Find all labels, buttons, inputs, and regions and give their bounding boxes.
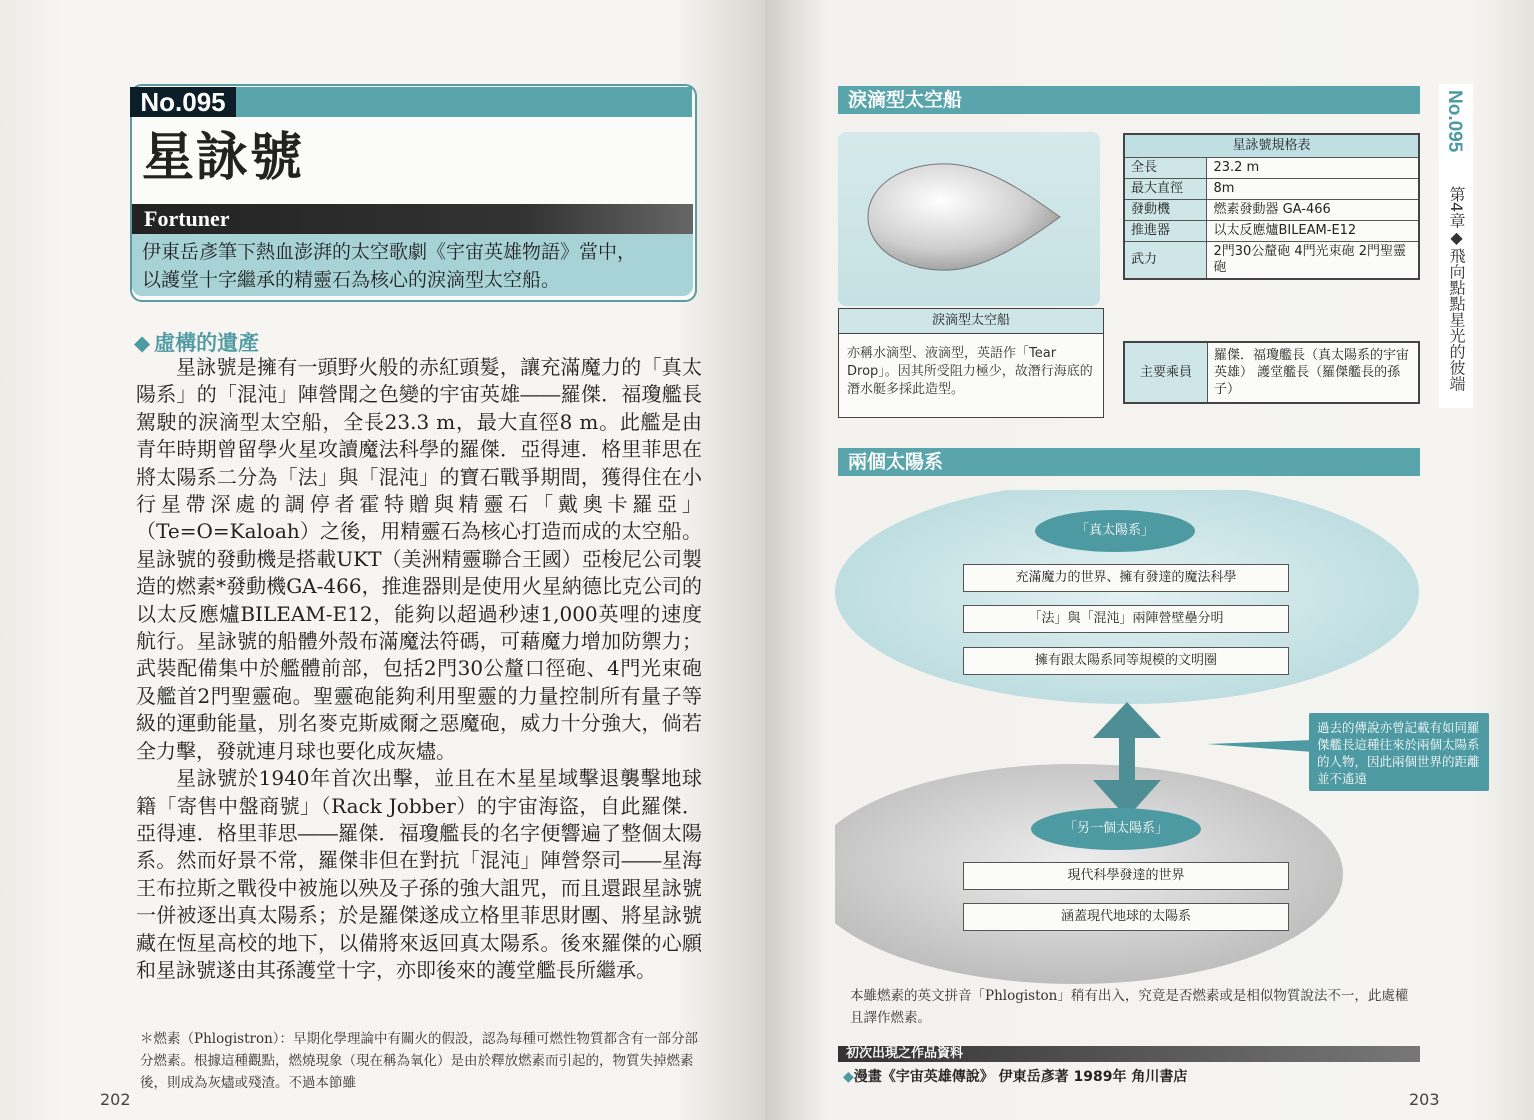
page-number: 203	[1409, 1090, 1440, 1109]
table-row	[1124, 158, 1419, 179]
spec-table	[1123, 133, 1420, 280]
body-paragraph: 星詠號是擁有一頭野火般的赤紅頭髮，讓充滿魔力的「真太陽系」的「混沌」陣營聞之色變的宇宙英雄――羅傑．福瓊艦長駕駛的淚滴型太空船，全長23.3 m，最大直徑8 m。此艦是由青年時期曾留學火星攻讀魔法科學的羅傑．亞得連．格里菲思在將太陽系二分為「法」與「混沌」的寶石戰爭期間，獲得住在小行星帶深處的調停者霍特贈與精靈石「戴奧卡羅亞」（Te=O=Kaloah）之後，用精靈石為核心打造而成的太空船。星詠號的發動機是搭載UKT（美洲精靈聯合王國）亞梭尼公司製造的燃素*發動機GA-466，推進器則是使用火星納德比克公司的以太反應爐BILEAM-E12，能夠以超過秒速1,000英哩的速度航行。星詠號的船體外殼布滿魔法符碼，可藉魔力增加防禦力；武裝配備集中於艦體前部，包括2門30公釐口徑砲、4門光束砲及艦首2門聖靈砲。聖靈砲能夠利用聖靈的力量控制所有量子等級的運動能量，別名麥克斯威爾之惡魔砲，威力十分強大，倘若全力擊，發就連月球也要化成灰燼。	[136, 355, 702, 763]
teardrop-ship-icon	[838, 132, 1100, 306]
source-line	[843, 1067, 1187, 1087]
page-number: 202	[100, 1090, 131, 1109]
table-row	[1124, 221, 1419, 242]
true-solar-system-item: 充滿魔力的世界、擁有發達的魔法科學	[963, 564, 1289, 592]
summary-line: 以護堂十字繼承的精靈石為核心的淚滴型太空船。	[142, 269, 561, 291]
translator-note: 本雖燃素的英文拼音「Phlogiston」稍有出入，究竟是否燃素或是相似物質說法不一，此處權且譯作燃素。	[850, 988, 1409, 1026]
true-solar-system-label: 「真太陽系」	[1035, 510, 1195, 552]
section-heading-text: 虛構的遺產	[154, 331, 260, 355]
callout-note: 過去的傳說亦曾記載有如同羅傑艦長這種往來於兩個太陽系的人物，因此兩個世界的距離並不遙遠	[1309, 713, 1489, 791]
crew-table	[1123, 341, 1420, 404]
side-chapter-title: 第4章◆飛向點點星光的彼端	[1447, 186, 1466, 392]
section-bar-teardrop: 淚滴型太空船	[838, 86, 1420, 114]
spec-value: 2門30公釐砲 4門光束砲 2門聖靈砲	[1207, 242, 1419, 280]
true-solar-system-item: 「法」與「混沌」兩陣營壁壘分明	[963, 605, 1289, 633]
body-text	[136, 354, 702, 984]
source-text: 漫畫《宇宙英雄傳說》 伊東岳彥著 1989年 角川書店	[853, 1069, 1188, 1085]
ship-caption-title: 淚滴型太空船	[839, 309, 1103, 334]
crew-value: 羅傑．福瓊艦長（真太陽系的宇宙英雄） 護堂艦長（羅傑艦長的孫子）	[1208, 342, 1420, 403]
footnote: ＊燃素（Phlogistron）：早期化學理論中有關火的假設，認為每種可燃性物質都含有一部分部分燃素。根據這種觀點，燃燒現象（現在稱為氧化）是由於釋放燃素而引起的，物質失掉燃素後，則成為灰燼或殘渣。不過本節雖	[140, 1031, 699, 1091]
spec-label: 全長	[1124, 158, 1207, 179]
callout-pointer	[1207, 740, 1313, 752]
spec-label: 武力	[1124, 242, 1207, 280]
table-row	[1124, 179, 1419, 200]
body-paragraph: 星詠號於1940年首次出擊，並且在木星星域擊退襲擊地球籍「寄售中盤商號」（Rack Jobber）的宇宙海盜，自此羅傑．亞得連．格里菲思――羅傑．福瓊艦長的名字便響遍了整個太陽系。然而好景不常，羅傑非但在對抗「混沌」陣營祭司――星海王布拉斯之戰役中被施以殃及子孫的強大詛咒，而且還跟星詠號一併被逐出真太陽系；於是羅傑遂成立格里菲思財團、將星詠號藏在恆星高校的地下，以備將來返回真太陽系。後來羅傑的心願和星詠號遂由其孫護堂十字，亦即後來的護堂艦長所繼承。	[136, 766, 702, 982]
source-heading: 初次出現之作品資料	[838, 1046, 1420, 1062]
solar-systems-diagram	[835, 490, 1480, 990]
summary-line: 伊東岳彥筆下熱血澎湃的太空歌劇《宇宙英雄物語》當中，	[142, 241, 637, 263]
side-entry-number: No.095	[1444, 90, 1465, 153]
spec-label: 發動機	[1124, 200, 1207, 221]
diamond-icon: ◆	[843, 1069, 854, 1085]
spec-label: 推進器	[1124, 221, 1207, 242]
crew-label: 主要乘員	[1124, 342, 1208, 403]
entry-summary	[132, 234, 693, 296]
ship-illustration	[838, 132, 1100, 306]
left-page	[0, 0, 765, 1120]
entry-number-stripe	[236, 87, 692, 117]
entry-number: No.095	[130, 87, 236, 117]
ship-caption-text: 亦稱水滴型、液滴型，英語作「Tear Drop」。因其所受阻力極少，故潛行海底的潛水艇多採此造型。	[847, 346, 1093, 397]
table-row	[1124, 242, 1419, 280]
table-row	[1124, 342, 1419, 403]
other-solar-system-label: 「另一個太陽系」	[1031, 808, 1201, 850]
other-solar-system-item: 涵蓋現代地球的太陽系	[963, 903, 1289, 931]
right-page	[765, 0, 1534, 1120]
section-bar-two-solar-systems: 兩個太陽系	[838, 448, 1420, 476]
entry-title: 星詠號	[142, 128, 305, 188]
table-row	[1124, 200, 1419, 221]
spec-value: 8m	[1207, 179, 1419, 200]
spec-value: 燃素發動器 GA-466	[1207, 200, 1419, 221]
spec-value: 23.2 m	[1207, 158, 1419, 179]
spec-label: 最大直徑	[1124, 179, 1207, 200]
spec-value: 以太反應爐BILEAM-E12	[1207, 221, 1419, 242]
diamond-icon: ◆	[134, 331, 151, 355]
other-solar-system-item: 現代科學發達的世界	[963, 862, 1289, 890]
true-solar-system-item: 擁有跟太陽系同等規模的文明圈	[963, 647, 1289, 675]
spec-table-header: 星詠號規格表	[1124, 134, 1419, 158]
entry-subtitle: Fortuner	[132, 204, 693, 234]
ship-caption-box	[838, 308, 1104, 418]
